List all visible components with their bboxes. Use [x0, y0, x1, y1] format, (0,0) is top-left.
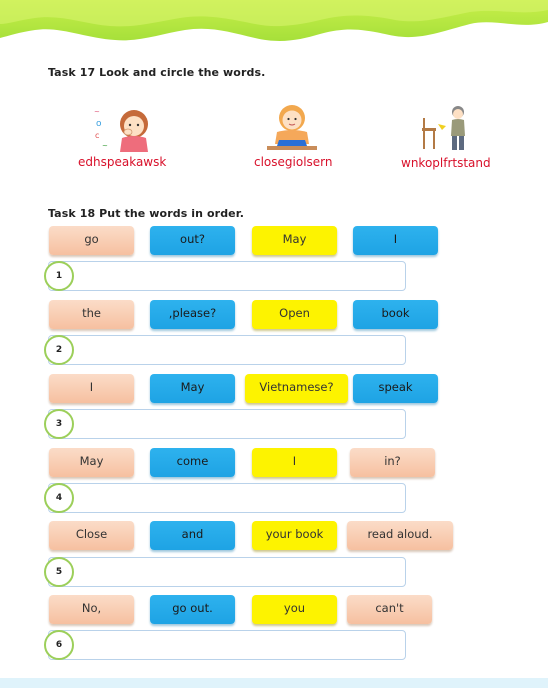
- answer-field-2[interactable]: [48, 335, 406, 365]
- word-tile[interactable]: ,please?: [150, 300, 235, 329]
- task17-title: Task 17 Look and circle the words.: [48, 66, 266, 79]
- answer-field-4[interactable]: [48, 483, 406, 513]
- answer-field-6[interactable]: [48, 630, 406, 660]
- header-wave-decoration: [0, 0, 548, 60]
- word-tile[interactable]: Close: [49, 521, 134, 550]
- scramble-word-2: closegiolsern: [254, 155, 333, 169]
- word-tile[interactable]: can't: [347, 595, 432, 624]
- row-number-badge: 5: [44, 557, 74, 587]
- row-number-badge: 2: [44, 335, 74, 365]
- svg-text:~: ~: [102, 142, 108, 150]
- word-tile[interactable]: book: [353, 300, 438, 329]
- word-tile[interactable]: in?: [350, 448, 435, 477]
- word-tile[interactable]: May: [252, 226, 337, 255]
- word-tile[interactable]: I: [353, 226, 438, 255]
- footer-band: [0, 678, 548, 688]
- row-number-badge: 6: [44, 630, 74, 660]
- row-number-badge: 4: [44, 483, 74, 513]
- task18-title: Task 18 Put the words in order.: [48, 207, 244, 220]
- answer-field-3[interactable]: [48, 409, 406, 439]
- row-number-badge: 3: [44, 409, 74, 439]
- word-tile[interactable]: Open: [252, 300, 337, 329]
- answer-field-5[interactable]: [48, 557, 406, 587]
- word-tile[interactable]: your book: [252, 521, 337, 550]
- word-tile[interactable]: May: [150, 374, 235, 403]
- word-tile[interactable]: come: [150, 448, 235, 477]
- word-tile[interactable]: read aloud.: [347, 521, 453, 550]
- row-number-badge: 1: [44, 261, 74, 291]
- answer-field-1[interactable]: [48, 261, 406, 291]
- word-tile[interactable]: go: [49, 226, 134, 255]
- scramble-word-1: edhspeakawsk: [78, 155, 167, 169]
- boy-standing-up-picture: [420, 104, 474, 152]
- girl-closing-book-picture: [263, 102, 321, 152]
- girl-speaking-picture: [92, 104, 158, 152]
- word-tile[interactable]: No,: [49, 595, 134, 624]
- word-tile[interactable]: speak: [353, 374, 438, 403]
- scramble-word-3: wnkoplfrtstand: [401, 156, 491, 170]
- word-tile[interactable]: and: [150, 521, 235, 550]
- word-tile[interactable]: I: [252, 448, 337, 477]
- word-tile[interactable]: May: [49, 448, 134, 477]
- word-tile[interactable]: the: [49, 300, 134, 329]
- word-tile[interactable]: I: [49, 374, 134, 403]
- svg-text:~: ~: [94, 108, 100, 116]
- word-tile[interactable]: you: [252, 595, 337, 624]
- word-tile[interactable]: go out.: [150, 595, 235, 624]
- svg-text:o: o: [96, 119, 102, 129]
- svg-text:c: c: [95, 131, 100, 140]
- word-tile[interactable]: out?: [150, 226, 235, 255]
- word-tile[interactable]: Vietnamese?: [245, 374, 348, 403]
